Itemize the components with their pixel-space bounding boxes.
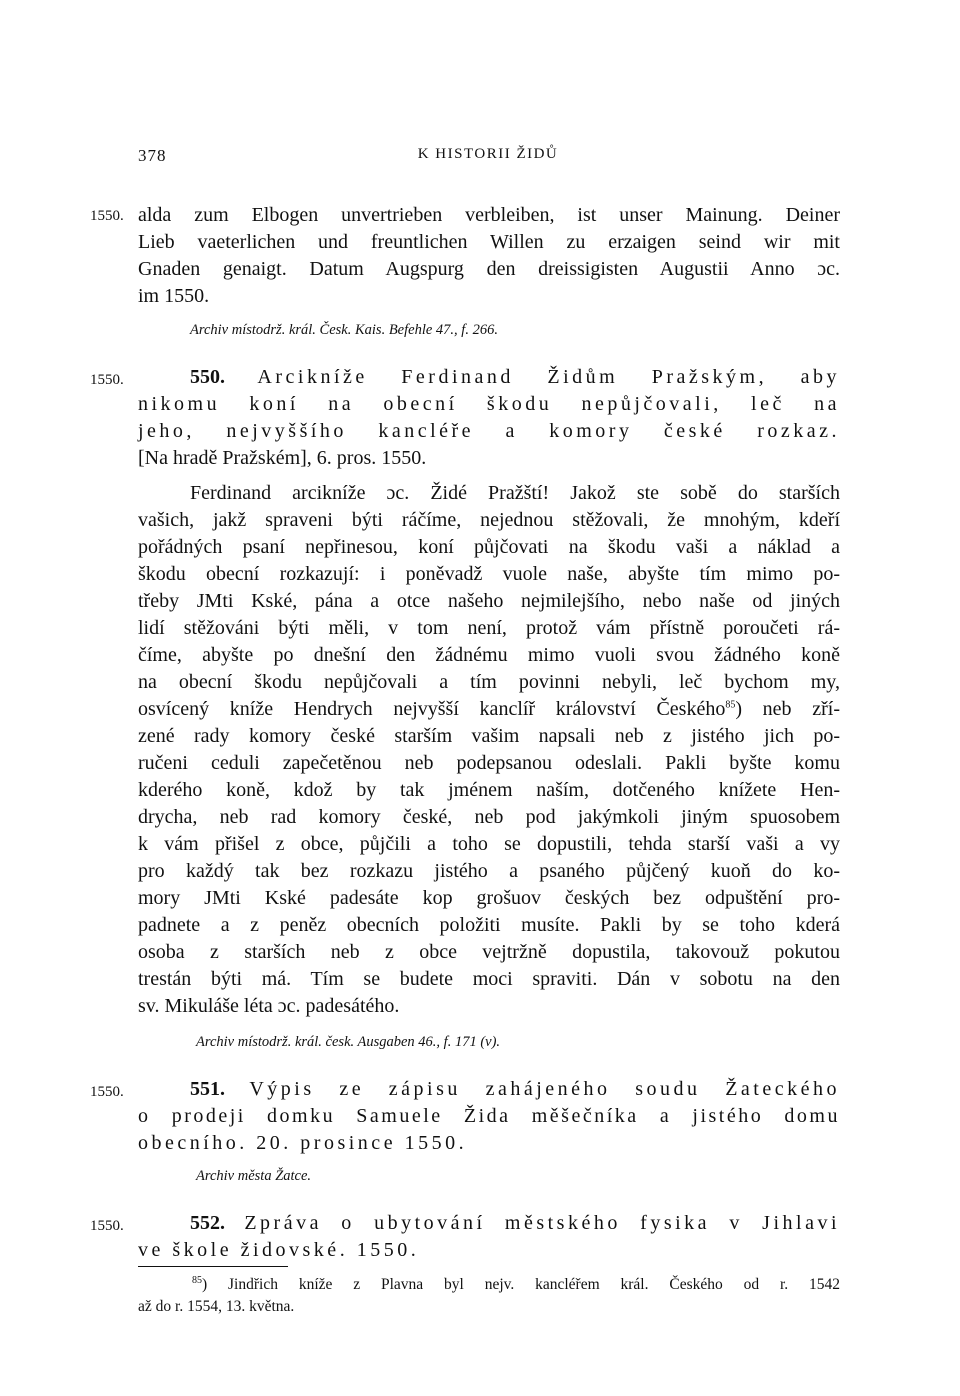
text-line: sv. Mikuláše léta ɔc. padesátého.	[138, 995, 400, 1017]
text-line: škodu obecní rozkazují: i poněvadž vuole naše, abyšte tím mimo po-	[138, 563, 840, 585]
text-line: Lieb vaeterlichen und freuntlichen Willen zu erzaigen seind wir mit	[138, 231, 840, 253]
text-line: třeby JMti Kské, pána a otce našeho nejmilejšího, nebo naše od jiných	[138, 590, 840, 612]
entry-550-heading	[138, 364, 840, 472]
running-title: K HISTORII ŽIDŮ	[417, 146, 559, 162]
margin-year: 1550.	[90, 372, 124, 388]
footnote-ref[interactable]: 85	[725, 699, 736, 711]
entry-551-heading	[138, 1076, 840, 1157]
text-line: ručeni ceduli zapečetěnou neb podepsanou odeslali. Pakli byšte komu	[138, 752, 840, 774]
footnote-marker: 85	[192, 1274, 202, 1286]
source-citation: Archiv místodrž. král. Česk. Kais. Befehle 47., f. 266.	[190, 322, 498, 338]
source-citation: Archiv místodrž. král. česk. Ausgaben 46., f. 171 (v).	[196, 1034, 501, 1050]
source-citation: Archiv města Žatce.	[196, 1168, 312, 1184]
text-line-with-footnote	[138, 696, 840, 723]
text-line: drycha, neb rad komory české, neb pod jakýmkoli jiným spuosobem	[138, 806, 840, 828]
text-line: k vám přišel z obce, půjčili a toho se dopustili, tehda starší vaši a vy	[138, 833, 840, 855]
entry-number: 550.	[190, 366, 225, 388]
entry-number: 551.	[190, 1078, 225, 1100]
text-line: mory JMti Kské padesáte kop grošuov českých bez odpuštění pro-	[138, 887, 840, 909]
text-segment: ) neb zří-	[735, 698, 840, 720]
margin-year: 1550.	[90, 1084, 124, 1100]
text-line: padnete a z peněz obecních položiti musíte. Pakli by se toho kderá	[138, 914, 840, 936]
footnote	[138, 1274, 840, 1318]
text-line: vašich, jakž spraveni býti ráčíme, nejednou stěžovali, že mnohým, kdeří	[138, 509, 840, 531]
text-line: kderého koně, kdož by tak jménem naším, dotčeného knížete Hen-	[138, 779, 840, 801]
heading-line: Zpráva o ubytování městského fysika v Jihlavi	[244, 1212, 841, 1234]
text-line: osoba z starších neb z obce vejtržně dopustila, takovouž pokutou	[138, 941, 840, 963]
text-line: alda zum Elbogen unvertrieben verbleiben, ist unser Mainung. Deiner	[138, 204, 840, 226]
entry-550-body	[138, 480, 840, 1020]
footnote-divider	[138, 1266, 288, 1267]
text-line: trestán býti má. Tím se budete moci spraviti. Dán v sobotu na den	[138, 968, 840, 990]
heading-line: obecního. 20. prosince 1550.	[138, 1132, 468, 1154]
margin-year: 1550.	[90, 208, 124, 224]
continuation-text	[138, 202, 840, 310]
entry-number: 552.	[190, 1212, 225, 1234]
text-line: im 1550.	[138, 285, 210, 307]
heading-line: Arcikníže Ferdinand Židům Pražským, aby	[257, 366, 840, 388]
footnote-text: ) Jindřich kníže z Plavna byl nejv. kancléřem král. Českého od r. 1542	[202, 1276, 840, 1293]
text-line: na obecní škodu nepůjčovali a tím povinni nebyli, leč bychom my,	[138, 671, 840, 693]
text-line: zené rady komory české starším vašim napsali neb z jistého jich po-	[138, 725, 840, 747]
page-number: 378	[138, 146, 167, 165]
heading-line: o prodeji domku Samuele Žida měšečníka a jistého domu	[138, 1105, 840, 1127]
heading-line: jeho, nejvyššího kancléře a komory české rozkaz.	[138, 420, 840, 442]
heading-line: nikomu koní na obecní škodu nepůjčovali, leč na	[138, 393, 840, 415]
place-date: [Na hradě Pražském], 6. pros. 1550.	[138, 447, 427, 469]
entry-552-heading	[138, 1210, 840, 1264]
text-line: Gnaden genaigt. Datum Augspurg den dreissigisten Augustii Anno ɔc.	[138, 258, 840, 280]
heading-line: ve škole židovské. 1550.	[138, 1239, 420, 1261]
margin-year: 1550.	[90, 1218, 124, 1234]
text-segment: osvícený kníže Hendrych nejvyšší kanclíř království Českého	[138, 698, 726, 720]
footnote-text: až do r. 1554, 13. května.	[138, 1298, 295, 1315]
heading-line: Výpis ze zápisu zahájeného soudu Žateckého	[249, 1078, 840, 1100]
text-line: pro každý tak bez rozkazu jistého a psaného půjčený kuoň do ko-	[138, 860, 840, 882]
text-line: pořádných psaní nepřinesou, koní půjčovati na škodu vaši a náklad a	[138, 536, 840, 558]
text-line: číme, abyšte po dnešní den žádnému mimo vuoli svou žádného koně	[138, 644, 840, 666]
page-header	[138, 146, 838, 172]
text-line: lidí stěžováni býti měli, v tom není, protož vám přístně poroučeti rá-	[138, 617, 840, 639]
text-line: Ferdinand arcikníže ɔc. Židé Pražští! Jakož ste sobě do starších	[190, 482, 840, 504]
